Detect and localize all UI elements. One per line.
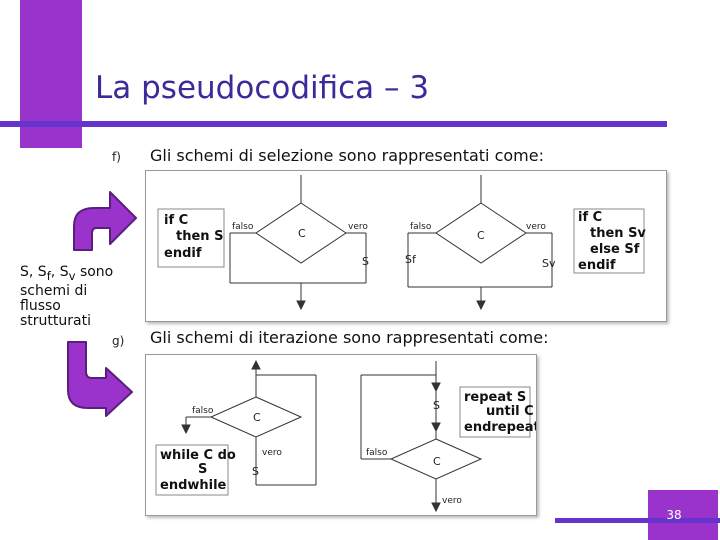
if-then-else-true-statement: Sv [542,257,556,270]
if-then-code-line-1: if C [164,213,189,228]
page-number: 38 [666,508,682,522]
repeat-condition: C [433,455,441,468]
item-g-text: Gli schemi di iterazione sono rappresentati come: [150,328,549,347]
if-then-true-label: vero [348,222,368,232]
while-statement: S [252,465,259,478]
repeat-statement: S [433,399,440,412]
side-note [20,265,132,329]
if-then-code-line-2: then S [176,229,224,244]
repeat-true-label: vero [442,496,462,506]
curved-arrow-up-right-icon [60,178,140,268]
if-then-statement: S [362,255,369,268]
repeat-false-label: falso [366,448,388,458]
if-then-else-code-line-1: if C [578,210,603,225]
iteration-diagram [146,355,536,515]
while-condition: C [253,411,261,424]
while-code-line-2: S [198,462,208,477]
while-code-line-3: endwhile [160,478,227,493]
slide-title: La pseudocodifica – 3 [95,70,430,106]
selection-diagram [146,171,666,321]
item-f-text: Gli schemi di selezione sono rappresentati come: [150,146,544,165]
if-then-else-true-label: vero [526,222,546,232]
side-note-part-c: sono schemi di flusso strutturati [20,264,114,329]
side-note-part-b: , S [50,264,69,280]
while-code-line-1: while C do [160,448,236,463]
title-underline [0,121,667,127]
if-then-else-code-line-2: then Sv [590,226,646,241]
iteration-diagram-panel [145,354,537,516]
selection-diagram-panel [145,170,667,322]
if-then-code-line-3: endif [164,246,202,261]
while-false-label: falso [192,406,214,416]
repeat-code-line-2: until C [486,404,534,419]
repeat-code-line-3: endrepeat [464,420,536,435]
if-then-else-false-statement: Sf [405,253,416,266]
side-note-sub-f: f [46,268,51,283]
if-then-else-code-line-4: endif [578,258,616,273]
curved-arrow-down-right-icon [58,338,138,418]
if-then-else-code-line-3: else Sf [590,242,640,257]
if-then-flowchart [230,175,366,309]
while-true-label: vero [262,448,282,458]
if-then-condition: C [298,227,306,240]
side-note-part-a: S, S [20,264,47,280]
item-g-bullet: g) [112,334,125,348]
if-then-else-condition: C [477,229,485,242]
repeat-code-line-1: repeat S [464,390,527,405]
if-then-false-label: falso [232,222,254,232]
side-note-sub-v: v [68,268,76,283]
if-then-else-flowchart [408,175,552,309]
if-then-else-false-label: falso [410,222,432,232]
item-f-bullet: f) [112,150,121,164]
